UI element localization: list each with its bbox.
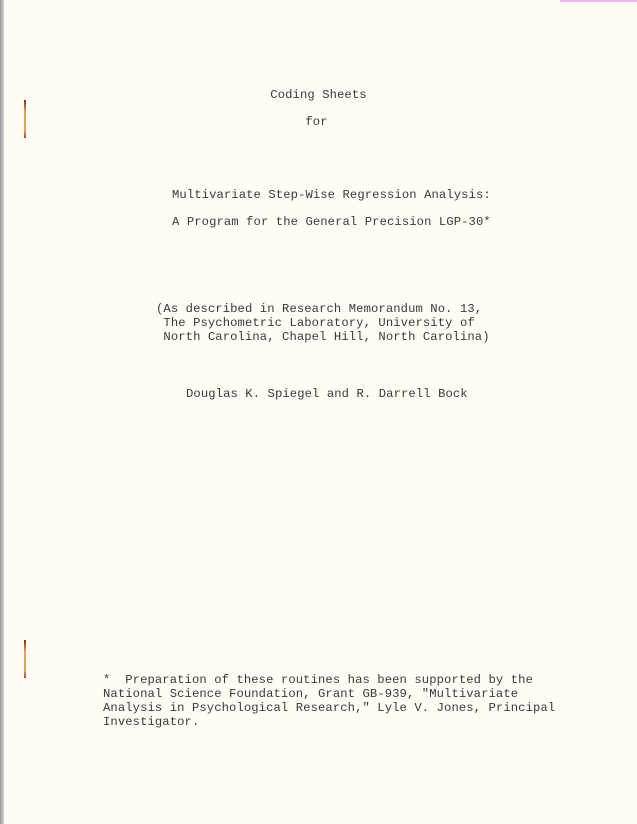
subtitle-line-2: A Program for the General Precision LGP-30* — [172, 215, 491, 229]
binder-hole-mark-bottom — [24, 640, 26, 678]
page-top-edge-tint — [560, 0, 637, 2]
reference-line: North Carolina, Chapel Hill, North Carolina) — [156, 330, 490, 344]
title-line-2: for — [305, 115, 328, 129]
footnote-line: * Preparation of these routines has been supported by the — [103, 673, 533, 687]
footnote-line: Analysis in Psychological Research," Lyle V. Jones, Principal — [103, 701, 556, 715]
reference-line: (As described in Research Memorandum No. 13, — [156, 302, 483, 316]
subtitle-line-1: Multivariate Step-Wise Regression Analysis: — [172, 188, 491, 202]
authors: Douglas K. Spiegel and R. Darrell Bock — [186, 387, 468, 401]
footnote-line: Investigator. — [103, 715, 200, 729]
title-line-1: Coding Sheets — [270, 88, 367, 102]
reference-line: The Psychometric Laboratory, University of — [156, 316, 475, 330]
footnote-line: National Science Foundation, Grant GB-939, "Multivariate — [103, 687, 519, 701]
